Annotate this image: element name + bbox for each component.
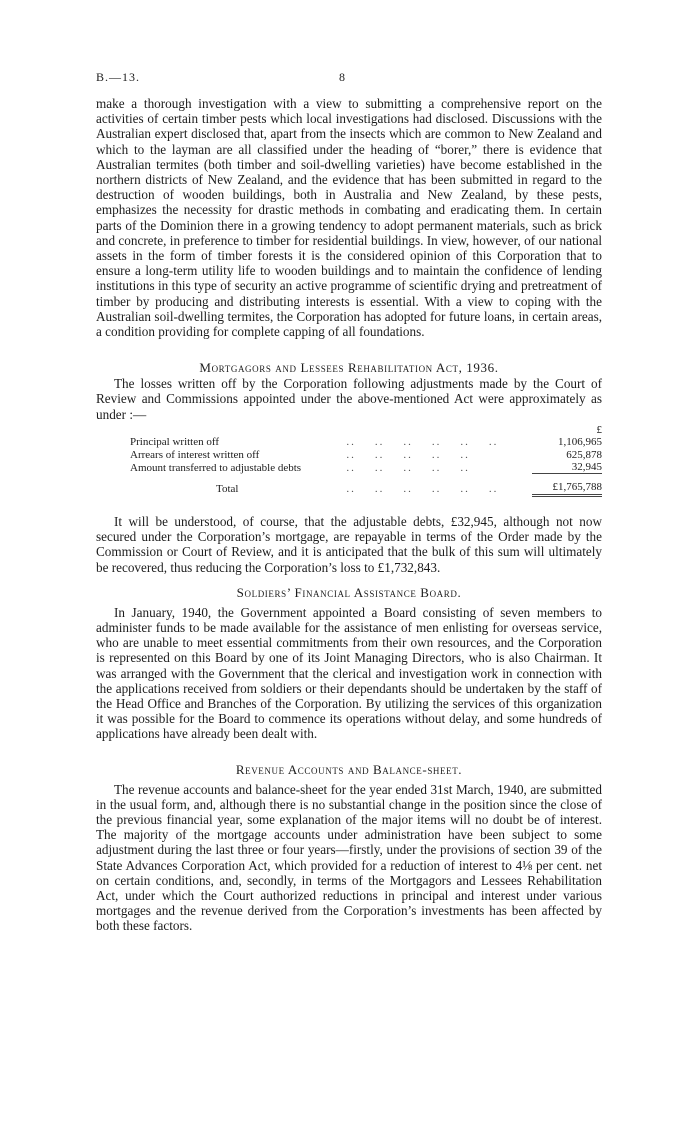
table-row <box>96 461 602 474</box>
page-body <box>96 96 602 934</box>
total-label: Total <box>216 482 239 495</box>
table-row <box>96 436 602 448</box>
leader-dots: .. .. .. .. .. <box>346 448 470 461</box>
leader-dots: .. .. .. .. .. <box>346 461 470 474</box>
total-amount: £1,765,788 <box>532 481 602 495</box>
page-number: 8 <box>339 70 345 84</box>
row-label: Principal written off <box>130 436 219 449</box>
row-label: Arrears of interest written off <box>130 448 260 461</box>
paragraph-soldiers-board: In January, 1940, the Government appointed a Board consisting of seven members to administer funds to be made available for the assistance of men enlisting for overseas service, who are unable to meet essential commitments from their own resources, and the Corporation is represented on this Board by one of its Joint Managing Directors, who is also Chairman. It was arranged with the Government that the clerical and investigation work in connection with the applications received from soldiers or their dependants should be undertaken by the staff of the Head Office and Branches of the Corporation. By utilizing the services of this organization it was possible for the Board to commence its operations without delay, and some hundreds of applications have already been dealt with. <box>96 604 602 742</box>
losses-table-block <box>96 424 602 497</box>
paragraph-revenue-accounts: The revenue accounts and balance-sheet for the year ended 31st March, 1940, are submitted in the usual form, and, although there is no substantial change in the position since the close of the previous financial year, some explanation of the major items will no doubt be of interest. The majority of the mortgage accounts under administration have been subject to some adjustment during the last three or four years—firstly, under the provisions of section 39 of the State Advances Corporation Act, which provided for a reduction of interest to 4⅛ per cent. net on certain conditions, and, secondly, in terms of the Mortgagors and Lessees Rehabilitation Act, under which the Court authorized reductions in principal and interest under various mortgages and the revenue derived from the Corporation’s investments has been affected by both these factors. <box>96 781 602 934</box>
heading-revenue-accounts: Revenue Accounts and Balance-sheet. <box>235 761 463 777</box>
report-reference: B.—13. <box>96 70 141 84</box>
row-amount: 32,945 <box>571 461 602 474</box>
row-amount: 1,106,965 <box>558 436 602 449</box>
table-row <box>96 449 602 461</box>
paragraph-mortgagors-intro: The losses written off by the Corporation following adjustments made by the Court of Review and Commissions appointed under the above-mentioned Act were approximately as under :— <box>96 376 602 422</box>
table-total-row <box>96 481 602 495</box>
leader-dots: .. .. .. .. .. .. <box>346 482 499 495</box>
leader-dots: .. .. .. .. .. .. <box>346 436 499 449</box>
table-unit: £ <box>596 423 602 436</box>
paragraph-adjustable-debts: It will be understood, of course, that the adjustable debts, £32,945, although not now secured under the Corporation’s mortgage, are repayable in terms of the Order made by the Commission or Court of Review, and it is anticipated that the bulk of this sum will ultimately be recovered, thus reducing the Corporation’s loss to £1,732,843. <box>96 513 602 575</box>
losses-table <box>96 424 602 497</box>
paragraph-timber-pests: make a thorough investigation with a view to submitting a comprehensive report on the activities of certain timber pests which local investigations had disclosed. Discussions with the Australian expert disclosed that, apart from the insects which are common to New Zealand and which to the layman are all classified under the heading of “borer,” there is evidence that Australian termites (both timber and soil-dwelling varieties) have become established in the northern districts of New Zealand, and the evidence that has been submitted in regard to the destruction of wooden buildings, both in Australia and New Zealand, by these pests, emphasizes the necessity for drastic methods in combating and eradicating them. In certain parts of the Dominion there in a growing tendency to adopt permanent materials, such as brick and concrete, in preference to timber for residential buildings. In view, however, of our national assets in the form of timber forests it is the considered opinion of this Corporation that to ensure a long-term utility life to wooden buildings and to maintain the confidence of lending institutions in this type of security an active programme of scientific drying and pretreatment of timber by producing and distributing interests is essential. With a view to coping with the Australian soil-dwelling termites, the Corporation has adopted for future loans, in certain areas, a condition providing for complete capping of all foundations. <box>96 96 602 340</box>
heading-soldiers-board: Soldiers’ Financial Assistance Board. <box>236 584 462 600</box>
heading-mortgagors-act: Mortgagors and Lessees Rehabilitation Act, 1936. <box>199 360 499 376</box>
row-label: Amount transferred to adjustable debts <box>130 461 302 474</box>
row-amount: 625,878 <box>566 448 602 461</box>
